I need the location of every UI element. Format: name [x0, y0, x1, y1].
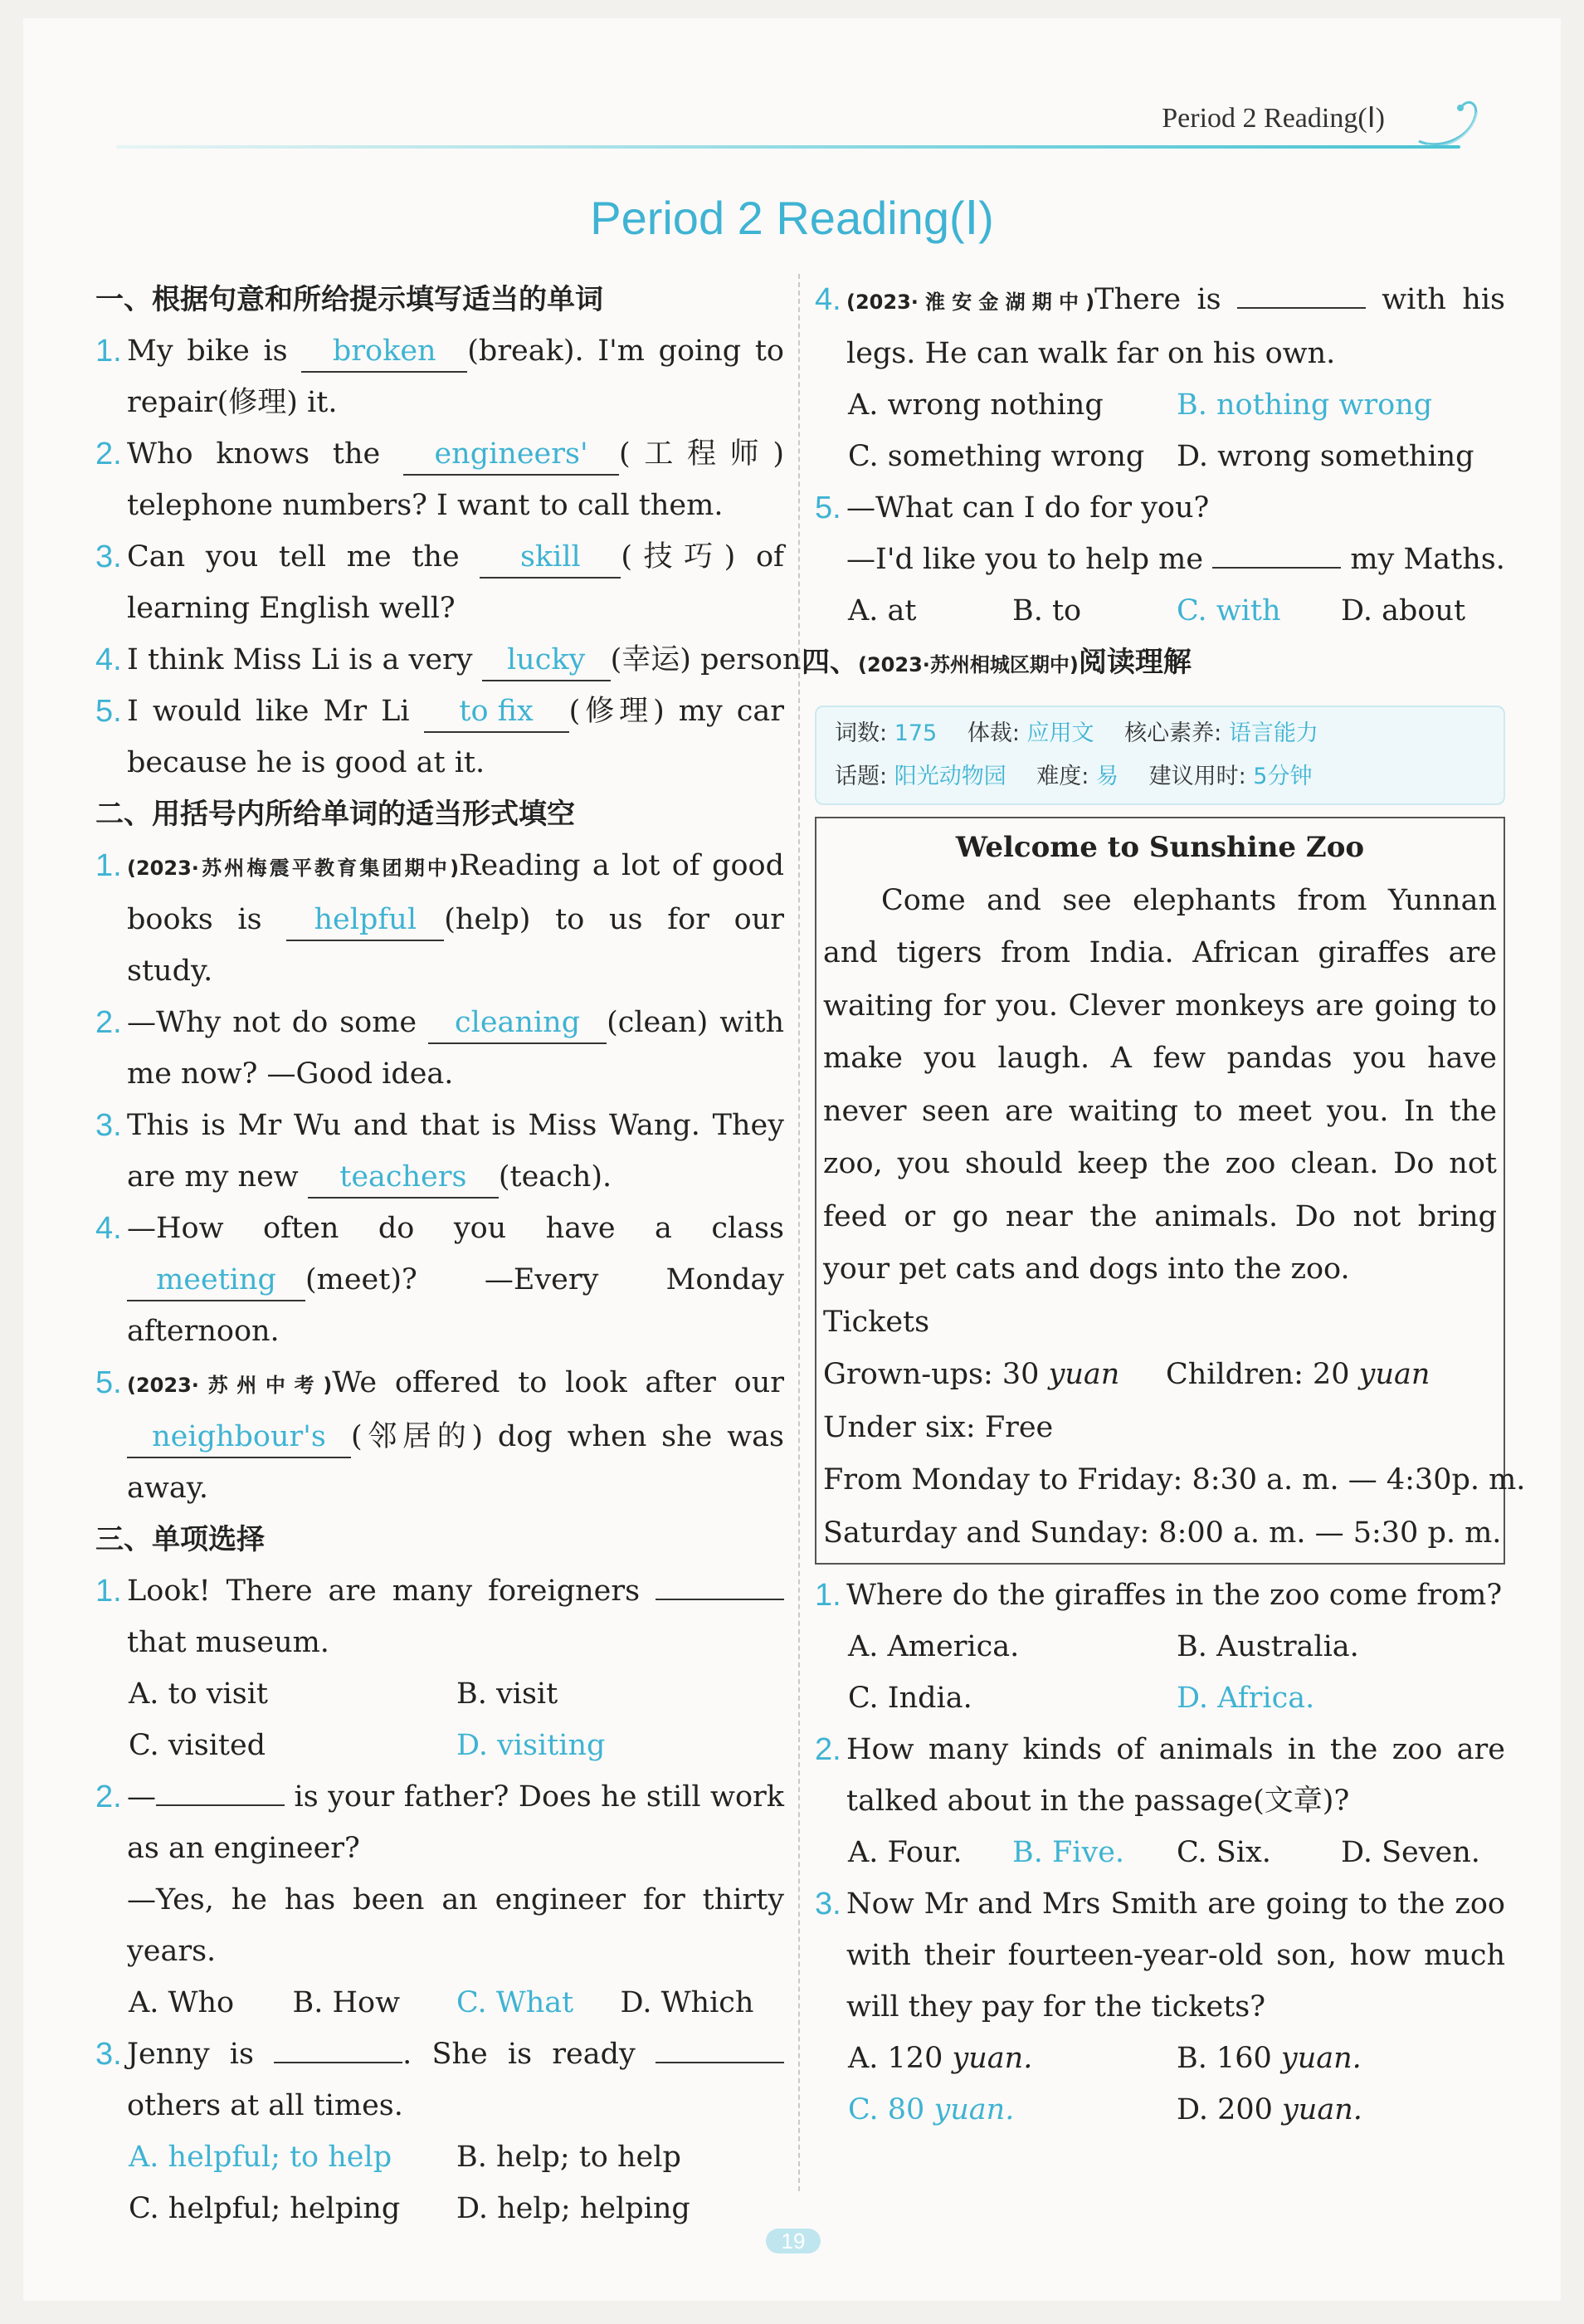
option-a[interactable]: A. 120 yuan.	[848, 2042, 1033, 2075]
s4-question-3: 3. Now Mr and Mrs Smith are going to the zoo with their fourteen-year-old son, how much will they pay for the tickets?	[815, 1887, 1505, 2024]
answer-blank[interactable]: engineers'	[403, 434, 619, 476]
column-divider	[798, 274, 800, 2191]
reading-passage	[815, 817, 1526, 1565]
answer-blank[interactable]: neighbour's	[127, 1417, 351, 1458]
section-heading-2: 二、用括号内所给单词的适当形式填空	[95, 798, 575, 831]
option-b[interactable]: B. How	[292, 1986, 401, 2019]
option-b[interactable]: B. visit	[456, 1677, 558, 1711]
option-a[interactable]: A. to visit	[129, 1677, 268, 1711]
s2-question-3: 3. This is Mr Wu and that is Miss Wang. They are my new teachers (teach).	[95, 1100, 784, 1203]
option-c-answer[interactable]: C. 80 yuan.	[848, 2093, 1015, 2126]
s3-question-2: 2. — is your father? Does he still work as an engineer?	[95, 1780, 784, 1865]
s4-question-1: 1. Where do the giraffes in the zoo come from?	[815, 1578, 1503, 1613]
under-six-line: Under six: Free	[823, 1410, 1054, 1444]
option-d[interactable]: D. help; helping	[456, 2192, 690, 2225]
option-a-answer[interactable]: A. helpful; to help	[129, 2141, 392, 2174]
option-d[interactable]: D. Which	[620, 1986, 754, 2019]
s4-q1-options	[815, 1621, 1505, 1672]
option-b-answer[interactable]: B. nothing wrong	[1177, 388, 1433, 422]
s2-question-1: 1. (2023·苏州梅震平教育集团期中)Reading a lot of good books is helpful (help) to us for our study.	[95, 848, 784, 988]
s1-question-4: 4. I think Miss Li is a very lucky (幸运) person.	[95, 634, 784, 686]
option-d[interactable]: D. wrong something	[1177, 440, 1474, 473]
option-a[interactable]: A. at	[848, 594, 917, 627]
option-d-answer[interactable]: D. visiting	[456, 1729, 606, 1762]
option-c[interactable]: C. India.	[848, 1682, 972, 1715]
weekday-hours: From Monday to Friday: 8:30 a. m. — 4:30p. m.	[823, 1463, 1526, 1496]
tickets-heading: Tickets	[823, 1305, 930, 1339]
page-title: Period 2 Reading(Ⅰ)	[590, 192, 994, 244]
s3-q3-options	[95, 2131, 784, 2183]
option-b[interactable]: B. 160 yuan.	[1177, 2042, 1362, 2075]
s3-q4-options	[815, 379, 1505, 431]
s3-q5-options	[815, 585, 1505, 637]
option-a[interactable]: A. America.	[848, 1630, 1020, 1663]
s3-question-1: 1. Look! There are many foreigners that museum.	[95, 1565, 784, 1668]
s2-question-4: 4. —How often do you have a class meeting (meet)? —Every Monday afternoon.	[95, 1211, 784, 1348]
s4-q2-options	[815, 1827, 1505, 1878]
s4-question-2: 2. How many kinds of animals in the zoo are talked about in the passage(文章)?	[815, 1732, 1505, 1818]
answer-blank[interactable]: skill	[480, 537, 621, 579]
section-heading-4: 四、(2023·苏州相城区期中)阅读理解	[802, 646, 1192, 679]
weekend-hours: Saturday and Sunday: 8:00 a. m. — 5:30 p. m.	[823, 1516, 1502, 1550]
option-a[interactable]: A. wrong nothing	[848, 388, 1104, 422]
running-header: Period 2 Reading(Ⅰ)	[1162, 103, 1385, 134]
option-b[interactable]: B. to	[1012, 594, 1082, 627]
s4-q3-options	[815, 2033, 1505, 2084]
option-c[interactable]: C. helpful; helping	[129, 2192, 401, 2225]
option-b[interactable]: B. Australia.	[1177, 1630, 1359, 1663]
s3-q1-options	[95, 1668, 784, 1720]
option-b-answer[interactable]: B. Five.	[1012, 1836, 1125, 1869]
section-heading-1: 一、根据句意和所给提示填写适当的单词	[95, 283, 603, 316]
left-column: 一、根据句意和所给提示填写适当的单词 1. My bike is broken (break). I'm going to repair(修理) it. 2. Who knows the engineers' (工程师) telephone numbers? I want to call them. 3. Can you tell me the skill (技巧) of learning English well? 4. I think Miss Li is a very lucky (幸运) person. 5. I would like Mr Li to fix (修理) my car because he is good at it. 二、用括号内所给单词的适当形式填空 1. (2023·苏州梅震平教育集团期中)Reading a lot of good books is helpful (help) to us for our study. 2. —Why not do some cleaning (clean) with me now? —Good idea. 3. This is Mr Wu and that is Miss Wang. They are my new teachers (teach). 4. —How often do you have a class meeting (meet)? —Every Monday afternoon. 5. (2023·苏州中考)We offered to look after our neighbour's (邻居的) dog when she was away. 三、单项选择 1. Look! There are many foreigners that museum. A. to visit B. visit C. visited D. visiting 2. — is your father? Does he still work as an engineer? —Yes, he has been an engineer for thirty years. A. Who B. How C. What D. Which 3. Jenny is . She is ready others at all times. A. helpful; to help B. help; to help C. helpful; helping D. help; helping	[95, 274, 784, 2234]
option-c-answer[interactable]: C. with	[1177, 594, 1281, 627]
option-a[interactable]: A. Four.	[848, 1836, 963, 1869]
s1-question-2: 2. Who knows the engineers' (工程师) telephone numbers? I want to call them.	[95, 428, 784, 531]
s3-q2-options	[95, 1977, 784, 2029]
answer-blank[interactable]	[156, 1804, 285, 1806]
s2-question-5: 5. (2023·苏州中考)We offered to look after our neighbour's (邻居的) dog when she was away.	[95, 1365, 784, 1505]
option-d-answer[interactable]: D. Africa.	[1177, 1682, 1315, 1715]
answer-blank[interactable]: teachers	[308, 1157, 499, 1199]
answer-blank[interactable]: broken	[301, 331, 467, 373]
answer-blank[interactable]	[1237, 307, 1366, 309]
answer-blank[interactable]: cleaning	[428, 1003, 607, 1044]
answer-blank[interactable]: meeting	[127, 1260, 305, 1301]
passage-body: Come and see elephants from Yunnan and tigers from India. African giraffes are waiting for you. Clever monkeys are going to make you laugh. A few pandas you have never seen are waiting to meet you. In the zoo, you should keep the zoo clean. Do not feed or go near the animals. Do not bring your pet cats and dogs into the zoo.	[823, 883, 1497, 1286]
option-c-answer[interactable]: C. What	[456, 1986, 574, 2019]
answer-blank[interactable]: lucky	[482, 640, 611, 681]
s3-question-5: 5. —What can I do for you?	[815, 491, 1210, 525]
passage-title: Welcome to Sunshine Zoo	[955, 831, 1365, 864]
answer-blank[interactable]	[656, 2062, 784, 2063]
option-d[interactable]: D. about	[1341, 594, 1466, 627]
s2-question-2: 2. —Why not do some cleaning (clean) with me now? —Good idea.	[95, 997, 784, 1100]
option-b[interactable]: B. help; to help	[456, 2141, 681, 2174]
option-c[interactable]: C. Six.	[1177, 1836, 1271, 1869]
s3-question-3: 3. Jenny is . She is ready others at all times.	[95, 2029, 784, 2131]
option-c[interactable]: C. visited	[129, 1729, 266, 1762]
s1-question-1: 1. My bike is broken (break). I'm going to repair(修理) it.	[95, 325, 784, 428]
option-a[interactable]: A. Who	[129, 1986, 235, 2019]
answer-blank[interactable]	[274, 2062, 402, 2063]
section-heading-3: 三、单项选择	[95, 1523, 265, 1556]
page-number: 19	[766, 2229, 821, 2253]
option-d[interactable]: D. 200 yuan.	[1177, 2093, 1362, 2126]
header-rule	[116, 145, 1460, 149]
s1-question-3: 3. Can you tell me the skill (技巧) of learning English well?	[95, 531, 784, 634]
option-d[interactable]: D. Seven.	[1341, 1836, 1480, 1869]
option-c[interactable]: C. something wrong	[848, 440, 1145, 473]
answer-blank[interactable]	[1212, 567, 1341, 569]
reading-info-box: 词数: 175 体裁: 应用文 核心素养: 语言能力 话题: 阳光动物园 难度: 易 建议用时: 5分钟	[815, 706, 1505, 805]
right-column: 4. (2023·淮安金湖期中)There is with his legs. He can walk far on his own. A. wrong nothing B. nothing wrong C. something wrong D. wrong something 5. —What can I do for you? —I'd like you to help me my Maths. A. at B. to C. with D. about 四、(2023·苏州相城区期中)阅读理解 词数: 175 体裁: 应用文 核心素养: 语言能力 话题: 阳光动物园 难度: 易 建议用时: 5分钟 Welcome to Sunshine Zoo Come and see elephants from Yunnan and tigers from India. African giraffes are waiting for you. Clever monkeys are going to make you laugh. A few pandas you have never seen are waiting to meet you. In the zoo, you should keep the zoo clean. Do not feed or go near the animals. Do not bring your pet cats and dogs into the zoo. Tickets Grown-ups: 30 yuan Children: 20 yuan Under six: Free From Monday to Friday: 8:30 a. m. — 4:30p. m. Saturday and Sunday: 8:00 a. m. — 5:30 p. m. 1. Where do the giraffes in the zoo come from? A. America. B. Australia. C. India. D. Africa. 2. How many kinds of animals in the zoo are talked about in the passage(文章)? A. Four. B. Five. C. Six. D. Seven. 3. Now Mr and Mrs Smith are going to the zoo with their fourteen-year-old son, how much will they pay for the tickets? A. 120 yuan. B. 160 yuan. C. 80 yuan. D. 200 yuan.	[815, 274, 1505, 2136]
price-line: Grown-ups: 30 yuan Children: 20 yuan	[823, 1358, 1430, 1391]
answer-blank[interactable]	[656, 1599, 784, 1600]
s3-question-4: 4. (2023·淮安金湖期中)There is with his legs. He can walk far on his own.	[815, 282, 1505, 370]
answer-blank[interactable]: helpful	[286, 900, 444, 941]
s1-question-5: 5. I would like Mr Li to fix (修理) my car because he is good at it.	[95, 686, 784, 788]
answer-blank[interactable]: to fix	[424, 691, 569, 733]
